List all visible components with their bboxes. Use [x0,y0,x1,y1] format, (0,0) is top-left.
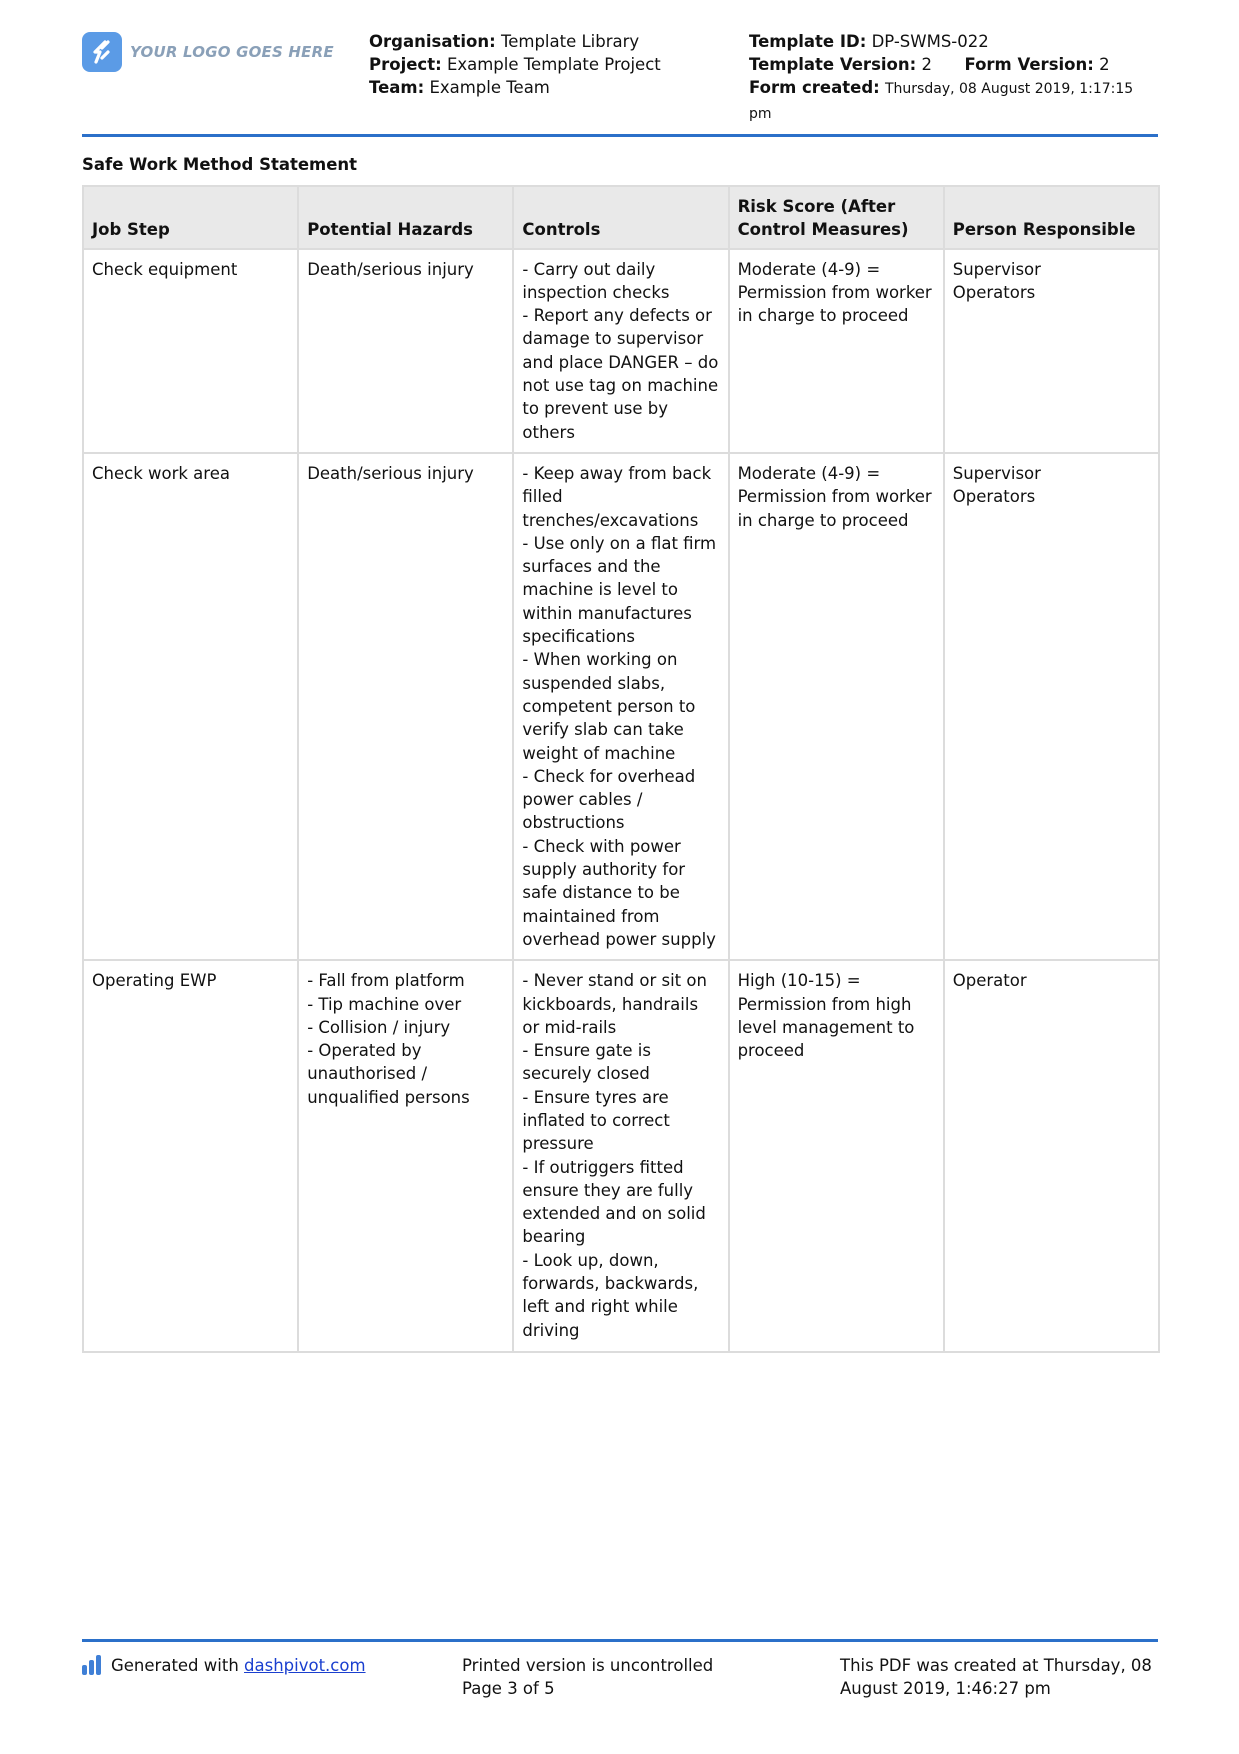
header-risk-score: Risk Score (After Control Measures) [729,186,944,249]
person-item: Operators [952,487,1036,507]
bar-chart-icon [82,1655,103,1675]
page-info: Page 3 of 5 [462,1679,555,1698]
job-step-cell: Check equipment [83,249,298,453]
form-version-value: 2 [1099,55,1110,74]
section-title: Safe Work Method Statement [82,155,358,174]
table-row [83,249,1159,453]
form-version-label: Form Version: [964,55,1094,74]
team-line [369,76,661,99]
control-item: - Carry out daily inspection checks [522,259,670,302]
controls-cell [513,453,728,960]
risk-cell: Moderate (4-9) = Permission from worker in charge to proceed [729,453,944,960]
job-step-cell: Operating EWP [83,960,298,1352]
person-item: Operators [952,282,1036,302]
project-label: Project: [369,55,442,74]
table-row [83,453,1159,960]
footer-divider [82,1639,1158,1642]
person-cell [944,249,1159,453]
header-template-info [749,30,1149,126]
header-divider [82,134,1158,137]
person-item: Supervisor [952,259,1041,279]
person-cell [944,960,1159,1352]
footer-print-info [462,1654,713,1700]
control-item: - When working on suspended slabs, competent person to verify slab can take weight of machine [522,650,696,763]
person-item: Operator [952,971,1027,991]
control-item: - Keep away from back filled trenches/excavations [522,463,712,530]
template-id-line [749,30,1149,53]
printed-note: Printed version is uncontrolled [462,1656,714,1675]
table-row [83,960,1159,1352]
hazard-item: - Collision / injury [307,1017,451,1037]
hazard-item: - Tip machine over [307,994,462,1014]
control-item: - Report any defects or damage to supervisor and place DANGER – do not use tag on machine to prevent use by others [522,306,719,442]
project-line [369,53,661,76]
controls-cell [513,249,728,453]
risk-cell: Moderate (4-9) = Permission from worker in charge to proceed [729,249,944,453]
template-version-label: Template Version: [749,55,917,74]
control-item: - Check with power supply authority for safe distance to be maintained from overhead power supply [522,836,716,949]
team-value: Example Team [429,78,550,97]
form-created-value: Thursday, 08 August 2019, 1:17:15 pm [749,81,1134,122]
header-person-responsible: Person Responsible [944,186,1159,249]
template-id-value: DP-SWMS-022 [871,32,989,51]
hazard-item: - Fall from platform [307,971,465,991]
form-created-line [749,76,1149,126]
footer-pdf-created: This PDF was created at Thursday, 08 August 2019, 1:46:27 pm [840,1656,1152,1698]
dashpivot-link[interactable]: dashpivot.com [244,1656,366,1675]
table-header-row [83,186,1159,249]
control-item: - Look up, down, forwards, backwards, left and right while driving [522,1250,699,1340]
hazard-item: - Operated by unauthorised / unqualified persons [307,1041,470,1107]
header-job-step: Job Step [83,186,298,249]
generated-prefix: Generated with [111,1656,245,1675]
project-value: Example Template Project [446,55,661,74]
hazards-cell [298,960,513,1352]
template-id-label: Template ID: [749,32,867,51]
company-logo [82,32,334,72]
hazards-cell [298,453,513,960]
organisation-label: Organisation: [369,32,496,51]
hazard-item: Death/serious injury [307,259,474,279]
control-item: - Never stand or sit on kickboards, handrails or mid-rails [522,971,707,1037]
control-item: - Use only on a flat firm surfaces and the machine is level to within manufactures specifications [522,533,717,647]
hazard-item: Death/serious injury [307,463,474,483]
logo-icon [82,32,122,72]
person-item: Supervisor [952,463,1041,483]
logo-text: YOUR LOGO GOES HERE [130,43,334,61]
person-cell [944,453,1159,960]
control-item: - If outriggers fitted ensure they are fully extended and on solid bearing [522,1157,706,1247]
control-item: - Check for overhead power cables / obstructions [522,766,696,833]
hazards-cell [298,249,513,453]
form-created-label: Form created: [749,78,880,97]
team-label: Team: [369,78,425,97]
controls-cell [513,960,728,1352]
template-version-value: 2 [921,55,932,74]
header-controls: Controls [513,186,728,249]
footer-generated [82,1654,366,1677]
control-item: - Ensure tyres are inflated to correct pressure [522,1087,670,1154]
job-step-cell: Check work area [83,453,298,960]
risk-cell: High (10-15) = Permission from high level management to proceed [729,960,944,1352]
version-line [749,53,1149,76]
organisation-line [369,30,661,53]
header-potential-hazards: Potential Hazards [298,186,513,249]
header-project-info [369,30,661,99]
organisation-value: Template Library [500,32,640,51]
control-item: - Ensure gate is securely closed [522,1041,651,1084]
swms-table [82,185,1160,1353]
